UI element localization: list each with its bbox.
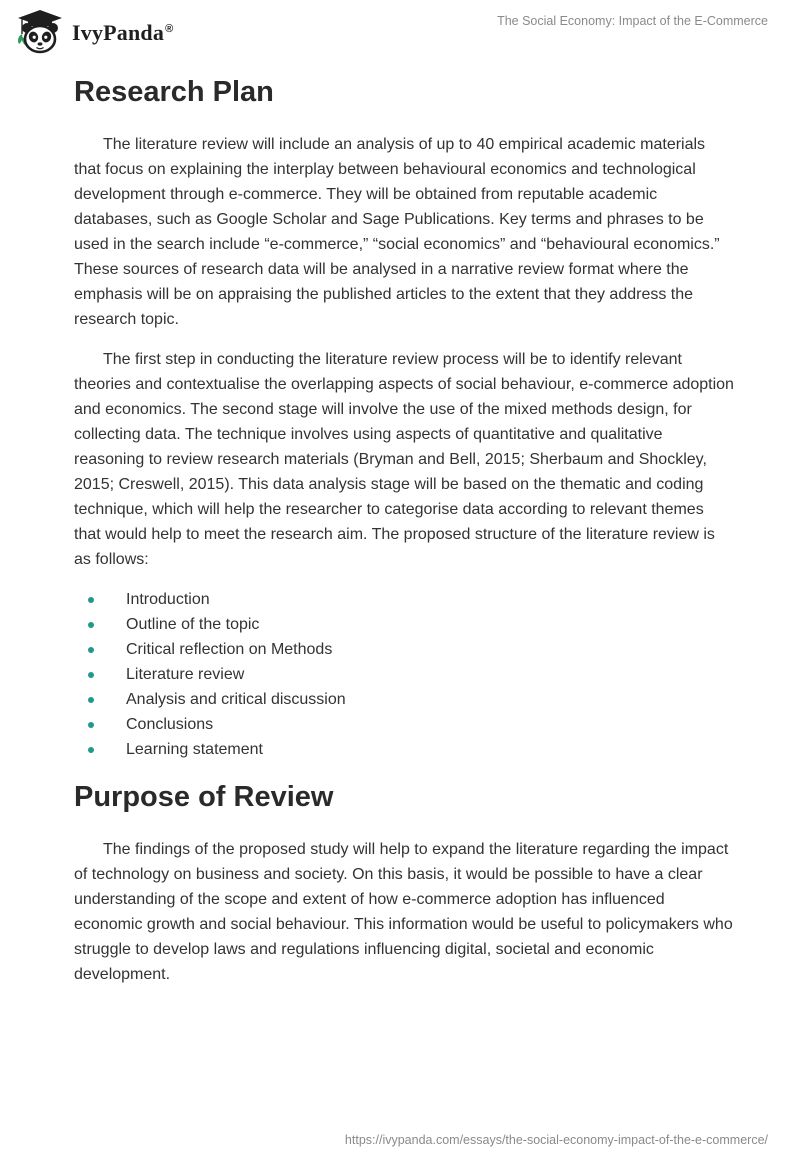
bullet-dot	[88, 697, 94, 703]
document-title: The Social Economy: Impact of the E-Commerce	[497, 14, 768, 28]
registered-mark: ®	[165, 22, 174, 35]
list-item-text: Introduction	[126, 591, 210, 608]
heading-research-plan: Research Plan	[74, 76, 274, 108]
brand-name	[72, 20, 173, 46]
list-item-text: Conclusions	[126, 716, 214, 733]
list-item-text: Critical reflection on Methods	[126, 641, 333, 658]
bullet-dot	[88, 647, 94, 653]
bullet-dot	[88, 747, 94, 753]
paragraph-purpose-of-review: The findings of the proposed study will help to expand the literature regarding the impact of technology on business and society. On this basis, it would be possible to have a clear understanding of the scope and extent of how e-commerce adoption has influenced economic growth and social behaviour. This information would be useful to policymakers who struggle to develop laws and regulations influencing digital, societal and economic development.	[74, 841, 733, 983]
list-item-text: Analysis and critical discussion	[126, 691, 346, 708]
list-item-text: Learning statement	[126, 741, 263, 758]
panda-logo-icon	[14, 7, 66, 57]
bullet-dot	[88, 622, 94, 628]
list-item	[74, 687, 734, 712]
article-body	[74, 70, 734, 987]
bullet-dot	[88, 722, 94, 728]
list-item	[74, 662, 734, 687]
source-url[interactable]: https://ivypanda.com/essays/the-social-economy-impact-of-the-e-commerce/	[344, 1133, 768, 1147]
bullet-dot	[88, 672, 94, 678]
paragraph-research-plan-2: The first step in conducting the literature review process will be to identify relevant theories and contextualise the overlapping aspects of social behaviour, e-commerce adoption and economics. The second stage will involve the use of the mixed methods design, for collecting data. The technique involves using aspects of quantitative and qualitative reasoning to review research materials (Bryman and Bell, 2015; Sherbaum and Shockley, 2015; Creswell, 2015). This data analysis stage will be based on the thematic and coding technique, which will help the researcher to categorise data according to relevant themes that would help to meet the research aim. The proposed structure of the literature review is as follows:	[74, 351, 734, 568]
list-item	[74, 712, 734, 737]
list-item	[74, 737, 734, 762]
list-item	[74, 637, 734, 662]
brand-text: IvyPanda	[72, 20, 165, 45]
list-item-text: Literature review	[126, 666, 245, 683]
list-item-text: Outline of the topic	[126, 616, 260, 633]
page-header	[0, 0, 800, 64]
paragraph-research-plan-1: The literature review will include an analysis of up to 40 empirical academic materials that focus on explaining the interplay between behavioural economics and technological development through e-commerce. They will be obtained from reputable academic databases, such as Google Scholar and Sage Publications. Key terms and phrases to be used in the search include “e-commerce,” “social economics” and “behavioural economics.” These sources of research data will be analysed in a narrative review format where the emphasis will be on appraising the published articles to the extent that they address the research topic.	[74, 136, 720, 328]
bullet-dot	[88, 597, 94, 603]
list-item	[74, 612, 734, 637]
heading-purpose-of-review: Purpose of Review	[74, 781, 334, 813]
review-structure-list	[74, 587, 734, 762]
ivypanda-logo[interactable]	[14, 7, 173, 57]
list-item	[74, 587, 734, 612]
